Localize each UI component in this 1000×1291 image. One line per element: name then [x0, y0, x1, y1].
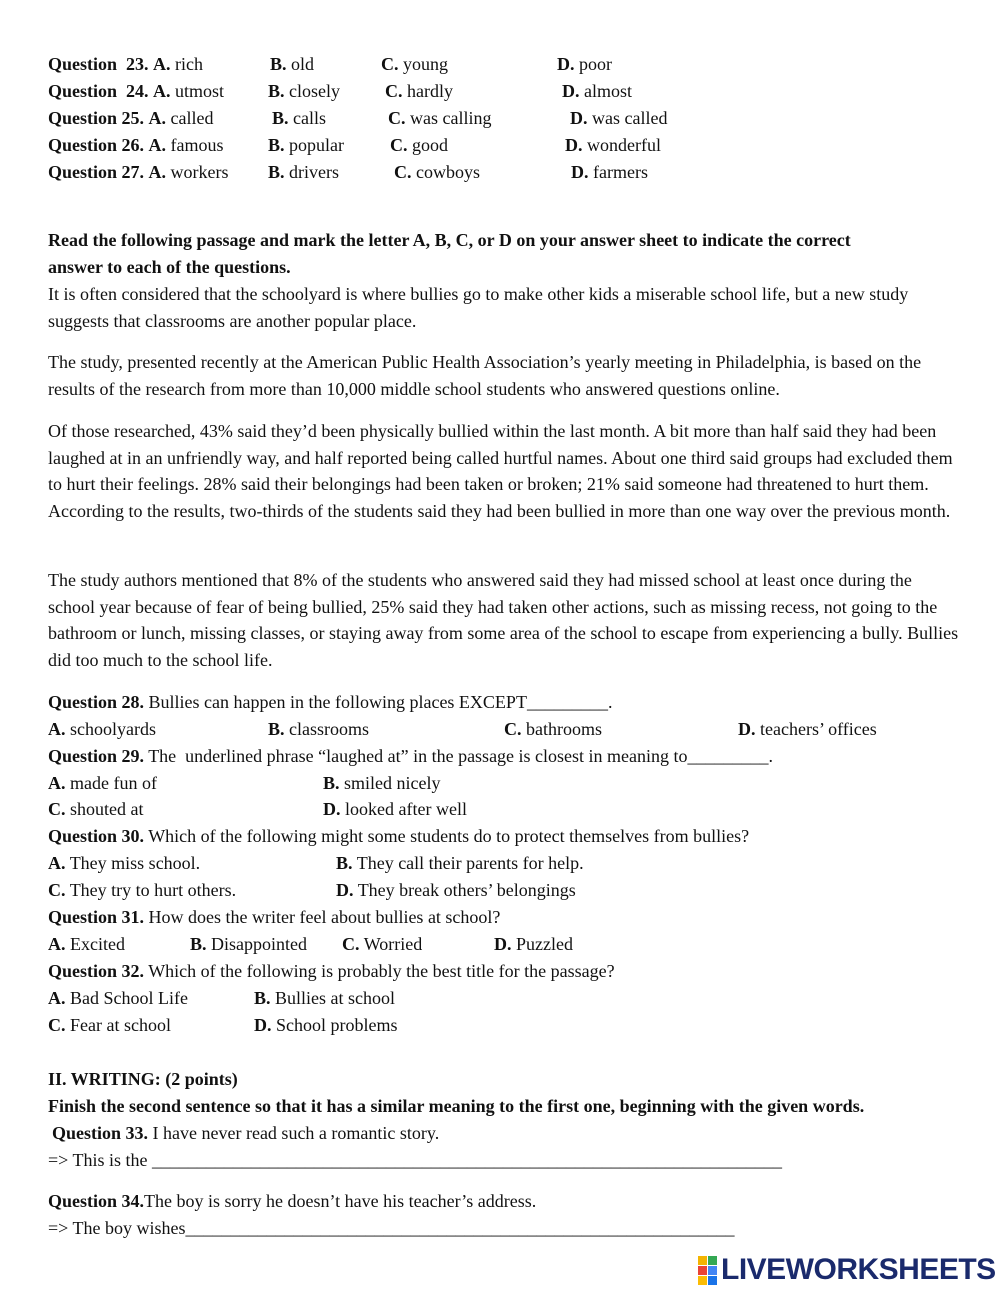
q28-option-d[interactable]: D. teachers’ offices [738, 719, 877, 739]
question-32: Question 32. Which of the following is probably the best title for the passage? [48, 961, 615, 981]
q30-option-c[interactable]: C. They try to hurt others. [48, 880, 237, 900]
passage-paragraph-4: The study authors mentioned that 8% of the students who answered said they had missed school at least once during the school year because of fear of being bullied, 25% said they had taken other actions, such as missing recess, not going to the bathroom or lunch, missing classes, or staying away from some area of the school to escape from experiencing a bully. Bullies did too much to the school life. [48, 570, 959, 671]
q29-option-b[interactable]: B. smiled nicely [323, 773, 441, 793]
passage-paragraph-3: Of those researched, 43% said they’d been physically bullied within the last month. A bit more than half said they had been laughed at in an unfriendly way, and half reported being called hurtful names. About one third said groups had excluded them to hurt their feelings. 28% said their belongings had been taken or broken; 21% said someone had threatened to hurt them. According to the results, two-thirds of the students said they had been bullied in more than one way over the previous month. [48, 421, 953, 522]
q31-option-d[interactable]: D. Puzzled [494, 934, 573, 954]
q30-option-d[interactable]: D. They break others’ belongings [336, 880, 576, 900]
cloze-option-c[interactable]: C. good [390, 135, 448, 155]
q30-option-b[interactable]: B. They call their parents for help. [336, 853, 584, 873]
question-28: Question 28. Bullies can happen in the following places EXCEPT_________. [48, 692, 613, 712]
q32-option-a[interactable]: A. Bad School Life [48, 988, 188, 1008]
reading-instruction-line1: Read the following passage and mark the letter A, B, C, or D on your answer sheet to indicate the correct [48, 230, 851, 250]
cloze-option-b[interactable]: B. popular [268, 135, 344, 155]
cloze-row-24: Question 24. A. utmost [48, 81, 225, 101]
cloze-row-26: Question 26. A. famous [48, 135, 224, 155]
q29-option-c[interactable]: C. shouted at [48, 799, 144, 819]
q32-option-c[interactable]: C. Fear at school [48, 1015, 171, 1035]
cloze-option-b[interactable]: B. closely [268, 81, 341, 101]
q29-option-d[interactable]: D. looked after well [323, 799, 467, 819]
q34-answer-line[interactable]: => The boy wishes_____________________________________________________________ [48, 1218, 735, 1238]
cloze-option-d[interactable]: D. was called [570, 108, 668, 128]
liveworksheets-logo [698, 1253, 996, 1287]
q31-option-b[interactable]: B. Disappointed [190, 934, 308, 954]
liveworksheets-logo-icon [698, 1256, 717, 1285]
cloze-option-d[interactable]: D. farmers [571, 162, 648, 182]
cloze-option-a[interactable]: famous [170, 135, 224, 155]
logo-text: LIVEWORKSHEETS [721, 1253, 996, 1286]
question-31: Question 31. How does the writer feel about bullies at school? [48, 907, 501, 927]
q32-option-d[interactable]: D. School problems [254, 1015, 398, 1035]
cloze-row-23: Question 23. A. rich [48, 54, 203, 74]
cloze-option-b[interactable]: B. drivers [268, 162, 339, 182]
cloze-option-d[interactable]: D. almost [562, 81, 632, 101]
q28-option-b[interactable]: B. classrooms [268, 719, 370, 739]
question-29: Question 29. The underlined phrase “laughed at” in the passage is closest in meaning to_________. [48, 746, 774, 766]
cloze-option-c[interactable]: C. young [381, 54, 448, 74]
cloze-option-a[interactable]: called [170, 108, 214, 128]
writing-heading: II. WRITING: (2 points) [48, 1069, 238, 1089]
q33-answer-line[interactable]: => This is the ______________________________________________________________________ [48, 1150, 782, 1170]
cloze-option-a[interactable]: utmost [175, 81, 225, 101]
q30-option-a[interactable]: A. They miss school. [48, 853, 201, 873]
cloze-option-b[interactable]: B. old [270, 54, 315, 74]
cloze-option-c[interactable]: C. cowboys [394, 162, 480, 182]
question-30: Question 30. Which of the following might some students do to protect themselves from bullies? [48, 826, 750, 846]
passage-paragraph-1: It is often considered that the schoolyard is where bullies go to make other kids a miserable school life, but a new study suggests that classrooms are another popular place. [48, 284, 909, 331]
cloze-row-25: Question 25. A. called [48, 108, 214, 128]
q31-option-a[interactable]: A. Excited [48, 934, 125, 954]
cloze-option-d[interactable]: D. poor [557, 54, 612, 74]
writing-instruction: Finish the second sentence so that it has a similar meaning to the first one, beginning with the given words. [48, 1096, 865, 1116]
q29-option-a[interactable]: A. made fun of [48, 773, 157, 793]
cloze-option-b[interactable]: B. calls [272, 108, 327, 128]
question-34: Question 34.The boy is sorry he doesn’t have his teacher’s address. [48, 1191, 537, 1211]
cloze-row-27: Question 27. A. workers [48, 162, 229, 182]
q32-option-b[interactable]: B. Bullies at school [254, 988, 396, 1008]
q28-option-a[interactable]: A. schoolyards [48, 719, 156, 739]
cloze-option-c[interactable]: C. was calling [388, 108, 492, 128]
passage-paragraph-2: The study, presented recently at the American Public Health Association’s yearly meeting in Philadelphia, is based on the results of the research from more than 10,000 middle school students who answered questions online. [48, 352, 922, 399]
cloze-option-a[interactable]: rich [175, 54, 203, 74]
question-33: Question 33. I have never read such a romantic story. [52, 1123, 440, 1143]
reading-instruction-line2: answer to each of the questions. [48, 257, 291, 277]
cloze-option-a[interactable]: workers [170, 162, 229, 182]
cloze-option-d[interactable]: D. wonderful [565, 135, 661, 155]
q28-option-c[interactable]: C. bathrooms [504, 719, 602, 739]
cloze-option-c[interactable]: C. hardly [385, 81, 453, 101]
q31-option-c[interactable]: C. Worried [342, 934, 423, 954]
